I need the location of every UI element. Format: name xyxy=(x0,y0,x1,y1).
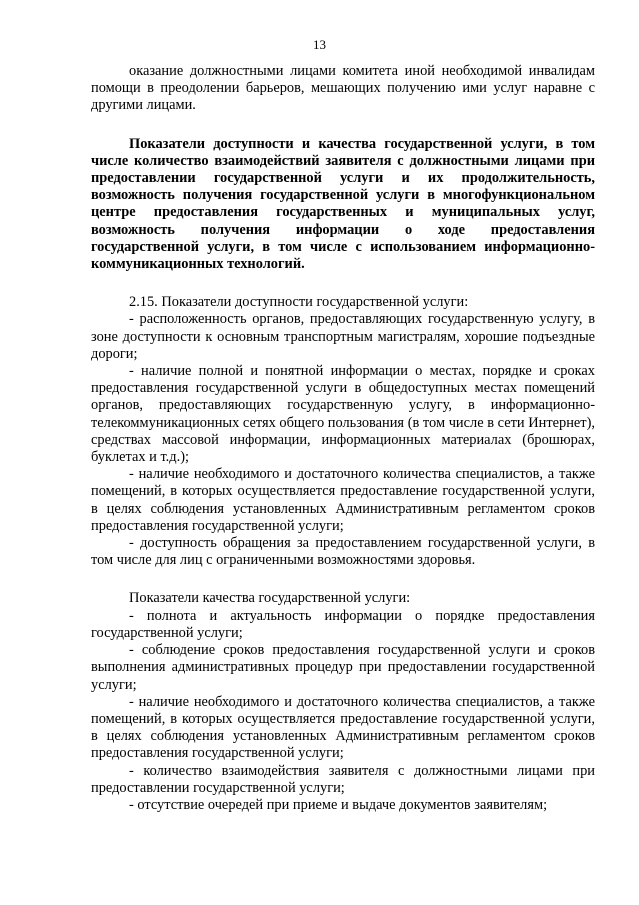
spacer xyxy=(91,569,595,586)
list-item: - полнота и актуальность информации о порядке предоставления государственной услуги; xyxy=(91,607,595,641)
list-item: - отсутствие очередей при приеме и выдаче документов заявителям; xyxy=(129,796,548,813)
list-item: - наличие необходимого и достаточного количества специалистов, а также помещений, в которых осуществляется предоставление государственной услуги, в целях соблюдения установленных Административным регламентом сроков предоставления государственной услуги; xyxy=(91,693,595,762)
list-item: - наличие полной и понятной информации о местах, порядке и сроках предоставления государственной услуги в общедоступных местах помещений органов, предоставляющих государственную услугу, в информационно-телекоммуникационных сетях общего пользования (в том числе в сети Интернет), средствах массовой информации, информационных материалах (брошюрах, буклетах и т.д.); xyxy=(91,363,595,466)
list-item: - расположенность органов, предоставляющих государственную услугу, в зоне доступности к основным транспортным магистралям, хорошие подъездные дороги; xyxy=(91,311,595,362)
quality-indicators-title: Показатели качества государственной услуги: xyxy=(129,590,411,607)
list-item: - количество взаимодействия заявителя с должностными лицами при предоставлении государственной услуги; xyxy=(91,762,595,796)
page-number: 13 xyxy=(313,37,326,52)
section-heading: Показатели доступности и качества государственной услуги, в том числе количество взаимодействий заявителя с должностными лицами при предоставлении государственной услуги и их продолжительность, возможность получения государственной услуги в многофункциональном центре предоставления государственных и муниципальных услуг, возможность получения информации о ходе предоставления государственной услуги, в том числе с использованием информационно-коммуникационных технологий. xyxy=(91,135,595,273)
list-item: - доступность обращения за предоставлением государственной услуги, в том числе для лиц с ограниченными возможностями здоровья. xyxy=(91,535,595,569)
paragraph-intro: оказание должностными лицами комитета иной необходимой инвалидам помощи в преодолении барьеров, мешающих получению ими услуг наравне с другими лицами. xyxy=(91,63,595,114)
document-body xyxy=(91,0,595,814)
spacer xyxy=(91,115,595,132)
subsection-title-2-15: 2.15. Показатели доступности государственной услуги: xyxy=(129,294,469,311)
list-item: - наличие необходимого и достаточного количества специалистов, а также помещений, в которых осуществляется предоставление государственной услуги, в целях соблюдения установленных Административным регламентом сроков предоставления государственной услуги; xyxy=(91,466,595,534)
spacer xyxy=(91,273,595,290)
list-item: - соблюдение сроков предоставления государственной услуги и сроков выполнения административных процедур при предоставлении государственной услуги; xyxy=(91,642,595,693)
